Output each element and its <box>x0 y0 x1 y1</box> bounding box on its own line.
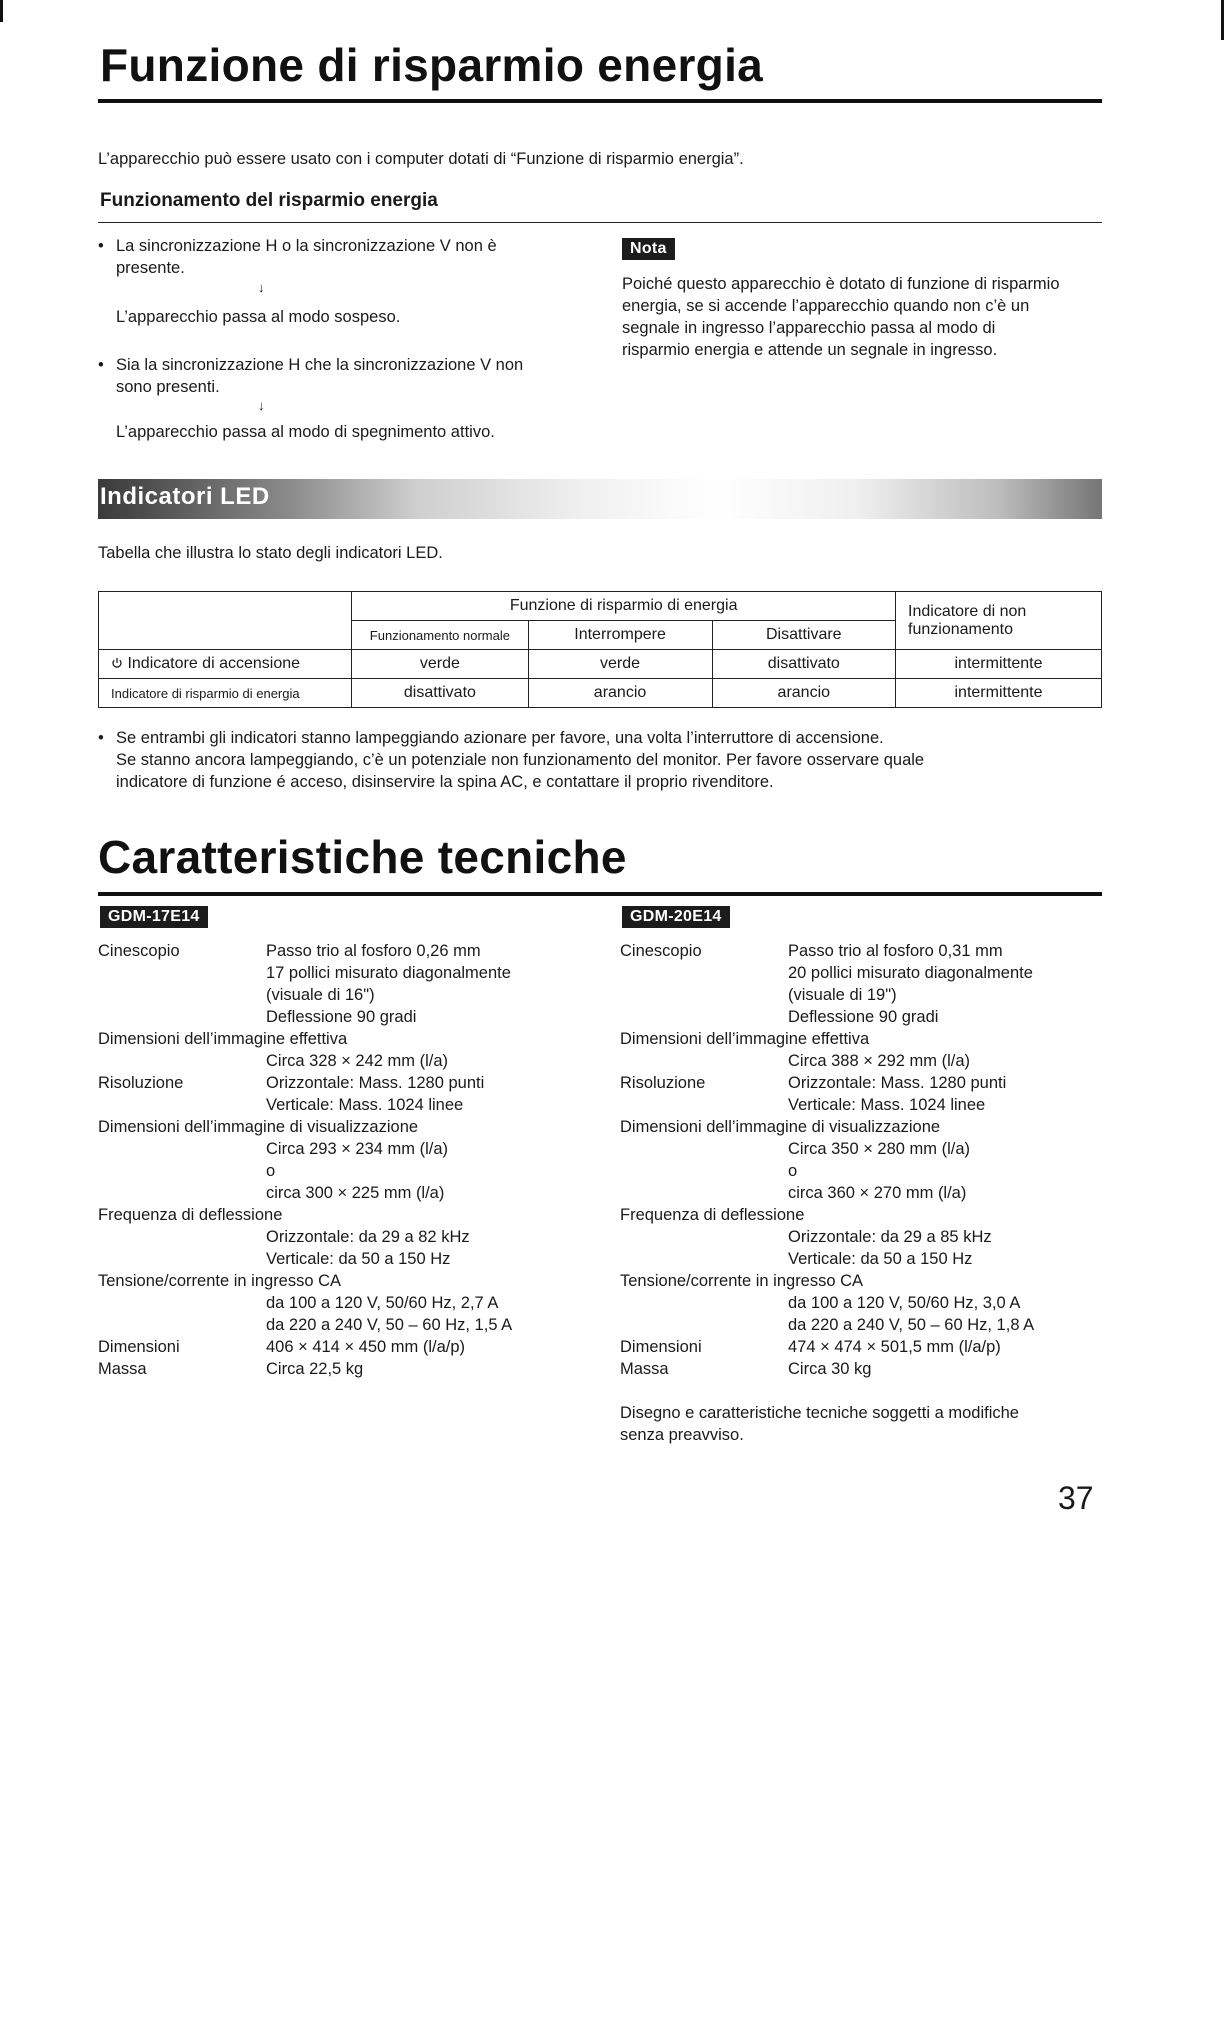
spec-value: circa 300 × 225 mm (l/a) <box>266 1184 445 1202</box>
spec-value: 20 pollici misurato diagonalmente <box>788 964 1033 982</box>
spec-value: o <box>788 1162 798 1180</box>
spec-value: Verticale: da 50 a 150 Hz <box>266 1250 451 1268</box>
energy-item-2-result: L’apparecchio passa al modo di spegnimento attivo. <box>116 423 495 441</box>
list-item <box>98 1248 558 1270</box>
list-item <box>620 1072 1100 1094</box>
down-arrow-icon: ↓ <box>258 280 265 295</box>
led-table-corner <box>99 592 352 650</box>
spec-value: Passo trio al fosforo 0,26 mm <box>266 942 481 960</box>
spec-value: Circa 293 × 234 mm (l/a) <box>266 1140 449 1158</box>
list-item <box>620 1138 1100 1160</box>
bullet: • <box>98 237 104 255</box>
energy-item-2 <box>98 354 578 398</box>
specs-title-rule <box>98 892 1102 896</box>
led-note-line: Se stanno ancora lampeggiando, c’è un potenziale non funzionamento del monitor. Per favore osservare quale <box>116 751 925 769</box>
spec-value: 406 × 414 × 450 mm (l/a/p) <box>266 1338 466 1356</box>
spec-label: Dimensioni dell’immagine effettiva <box>98 1030 348 1048</box>
spec-value: o <box>266 1162 276 1180</box>
list-item <box>98 1358 558 1380</box>
spec-value: 17 pollici misurato diagonalmente <box>266 964 511 982</box>
spec-list-gdm-20e14 <box>620 940 1100 1380</box>
list-item <box>620 1270 1100 1292</box>
list-item <box>98 1050 558 1072</box>
led-row-label: Indicatore di risparmio di energia <box>99 679 352 708</box>
list-item <box>620 1248 1100 1270</box>
spec-value: Circa 328 × 242 mm (l/a) <box>266 1052 449 1070</box>
led-col-fault <box>896 592 1102 650</box>
spec-value: Orizzontale: da 29 a 82 kHz <box>266 1228 470 1246</box>
list-item <box>620 1182 1100 1204</box>
list-item <box>98 1006 558 1028</box>
nota-line: energia, se si accende l’apparecchio quando non c’è un <box>622 297 1030 315</box>
list-item <box>98 1138 558 1160</box>
list-item <box>620 1116 1100 1138</box>
led-cell: intermittente <box>896 650 1102 679</box>
list-item <box>620 984 1100 1006</box>
led-col-interrupt: Interrompere <box>528 621 712 650</box>
spec-value: Circa 30 kg <box>788 1360 872 1378</box>
led-title: Indicatori LED <box>100 483 270 510</box>
list-item <box>98 1204 558 1226</box>
table-row <box>99 650 1102 679</box>
list-item <box>98 1270 558 1292</box>
list-item <box>620 962 1100 984</box>
led-cell: arancio <box>528 679 712 708</box>
scan-edge-right <box>1221 0 1224 40</box>
list-item <box>620 1094 1100 1116</box>
led-col-disable: Disattivare <box>712 621 895 650</box>
list-item <box>620 1006 1100 1028</box>
spec-value: Orizzontale: Mass. 1280 punti <box>266 1074 485 1092</box>
spec-label: Dimensioni dell’immagine di visualizzazione <box>98 1118 419 1136</box>
spec-label: Massa <box>620 1360 669 1378</box>
list-item <box>98 1226 558 1248</box>
spec-label: Tensione/corrente in ingresso CA <box>620 1272 864 1290</box>
led-table <box>98 591 1102 708</box>
list-item <box>620 1314 1100 1336</box>
specs-footnote <box>620 1402 1100 1446</box>
model-badge-gdm-20e14: GDM-20E14 <box>622 906 730 928</box>
specs-title: Caratteristiche tecniche <box>98 831 627 883</box>
spec-label: Cinescopio <box>98 942 180 960</box>
down-arrow-icon: ↓ <box>258 398 265 413</box>
spec-label: Tensione/corrente in ingresso CA <box>98 1272 342 1290</box>
spec-label: Cinescopio <box>620 942 702 960</box>
led-note-line: Se entrambi gli indicatori stanno lampeggiando azionare per favore, una volta l’interruttore di accensione. <box>116 729 884 747</box>
spec-label: Massa <box>98 1360 147 1378</box>
list-item <box>620 1028 1100 1050</box>
energy-intro: L’apparecchio può essere usato con i computer dotati di “Funzione di risparmio energia”. <box>98 150 744 168</box>
spec-list-gdm-17e14 <box>98 940 558 1380</box>
energy-subtitle-rule <box>98 222 1102 223</box>
led-col-fault-line-1: Indicatore di non <box>908 602 1027 620</box>
spec-value: Passo trio al fosforo 0,31 mm <box>788 942 1003 960</box>
list-item <box>98 1182 558 1204</box>
list-item <box>620 1160 1100 1182</box>
footnote-line: Disegno e caratteristiche tecniche soggetti a modifiche <box>620 1404 1019 1422</box>
nota-line: Poiché questo apparecchio è dotato di funzione di risparmio <box>622 275 1060 293</box>
list-item <box>98 1160 558 1182</box>
item-1-line-1: La sincronizzazione H o la sincronizzazione V non è <box>116 237 497 255</box>
spec-value: Deflessione 90 gradi <box>788 1008 939 1026</box>
spec-label: Dimensioni dell’immagine di visualizzazione <box>620 1118 941 1136</box>
led-caption: Tabella che illustra lo stato degli indicatori LED. <box>98 544 443 562</box>
list-item <box>620 1292 1100 1314</box>
list-item <box>98 1116 558 1138</box>
list-item <box>98 940 558 962</box>
led-col-normal: Funzionamento normale <box>352 621 528 650</box>
energy-item-1 <box>98 235 578 279</box>
spec-value: da 220 a 240 V, 50 – 60 Hz, 1,5 A <box>266 1316 513 1334</box>
spec-value: circa 360 × 270 mm (l/a) <box>788 1184 967 1202</box>
spec-value: Circa 22,5 kg <box>266 1360 364 1378</box>
energy-title-rule <box>98 99 1102 103</box>
list-item <box>620 1358 1100 1380</box>
list-item <box>98 1336 558 1358</box>
spec-value: da 100 a 120 V, 50/60 Hz, 3,0 A <box>788 1294 1021 1312</box>
energy-item-1-result: L’apparecchio passa al modo sospeso. <box>116 308 401 326</box>
led-cell: disattivato <box>712 650 895 679</box>
led-cell: intermittente <box>896 679 1102 708</box>
spec-label: Dimensioni <box>620 1338 702 1356</box>
power-icon <box>111 657 123 669</box>
nota-text <box>622 273 1102 361</box>
led-cell: disattivato <box>352 679 528 708</box>
spec-value: Verticale: Mass. 1024 linee <box>266 1096 464 1114</box>
spec-value: Verticale: Mass. 1024 linee <box>788 1096 986 1114</box>
list-item <box>98 1314 558 1336</box>
spec-value: Circa 350 × 280 mm (l/a) <box>788 1140 971 1158</box>
led-row-label-text: Indicatore di accensione <box>127 655 301 672</box>
led-note <box>98 727 1102 793</box>
led-cell: verde <box>528 650 712 679</box>
nota-line: segnale in ingresso l’apparecchio passa al modo di <box>622 319 996 337</box>
led-row-label <box>99 650 352 679</box>
list-item <box>620 1336 1100 1358</box>
list-item <box>98 1292 558 1314</box>
spec-value: (visuale di 16") <box>266 986 375 1004</box>
list-item <box>98 1072 558 1094</box>
led-cell: verde <box>352 650 528 679</box>
spec-value: da 100 a 120 V, 50/60 Hz, 2,7 A <box>266 1294 499 1312</box>
list-item <box>98 1028 558 1050</box>
table-row <box>99 679 1102 708</box>
spec-label: Frequenza di deflessione <box>98 1206 283 1224</box>
spec-value: Deflessione 90 gradi <box>266 1008 417 1026</box>
spec-label: Risoluzione <box>98 1074 184 1092</box>
energy-subtitle: Funzionamento del risparmio energia <box>100 190 438 211</box>
spec-label: Dimensioni dell’immagine effettiva <box>620 1030 870 1048</box>
list-item <box>620 1204 1100 1226</box>
item-2-line-1: Sia la sincronizzazione H che la sincronizzazione V non <box>116 356 524 374</box>
spec-value: 474 × 474 × 501,5 mm (l/a/p) <box>788 1338 1001 1356</box>
led-group-header: Funzione di risparmio di energia <box>352 592 896 621</box>
spec-label: Frequenza di deflessione <box>620 1206 805 1224</box>
item-2-line-2: sono presenti. <box>116 378 220 396</box>
item-1-line-2: presente. <box>116 259 185 277</box>
led-col-fault-line-2: funzionamento <box>908 620 1013 638</box>
energy-title: Funzione di risparmio energia <box>100 39 764 91</box>
model-badge-gdm-17e14: GDM-17E14 <box>100 906 208 928</box>
spec-value: Orizzontale: da 29 a 85 kHz <box>788 1228 992 1246</box>
list-item <box>98 1094 558 1116</box>
scan-edge-left <box>0 0 3 22</box>
led-note-line: indicatore di funzione é acceso, disinservire la spina AC, e contattare il proprio rivenditore. <box>116 773 774 791</box>
spec-value: da 220 a 240 V, 50 – 60 Hz, 1,8 A <box>788 1316 1035 1334</box>
spec-value: Orizzontale: Mass. 1280 punti <box>788 1074 1007 1092</box>
spec-label: Risoluzione <box>620 1074 706 1092</box>
bullet: • <box>98 729 104 747</box>
spec-value: Verticale: da 50 a 150 Hz <box>788 1250 973 1268</box>
list-item <box>98 984 558 1006</box>
spec-value: (visuale di 19") <box>788 986 897 1004</box>
led-cell: arancio <box>712 679 895 708</box>
spec-label: Dimensioni <box>98 1338 180 1356</box>
list-item <box>620 940 1100 962</box>
nota-line: risparmio energia e attende un segnale in ingresso. <box>622 341 998 359</box>
nota-badge: Nota <box>622 238 675 260</box>
footnote-line: senza preavviso. <box>620 1426 744 1444</box>
list-item <box>620 1226 1100 1248</box>
spec-value: Circa 388 × 292 mm (l/a) <box>788 1052 971 1070</box>
page-number: 37 <box>1058 1480 1094 1516</box>
bullet: • <box>98 356 104 374</box>
list-item <box>620 1050 1100 1072</box>
list-item <box>98 962 558 984</box>
